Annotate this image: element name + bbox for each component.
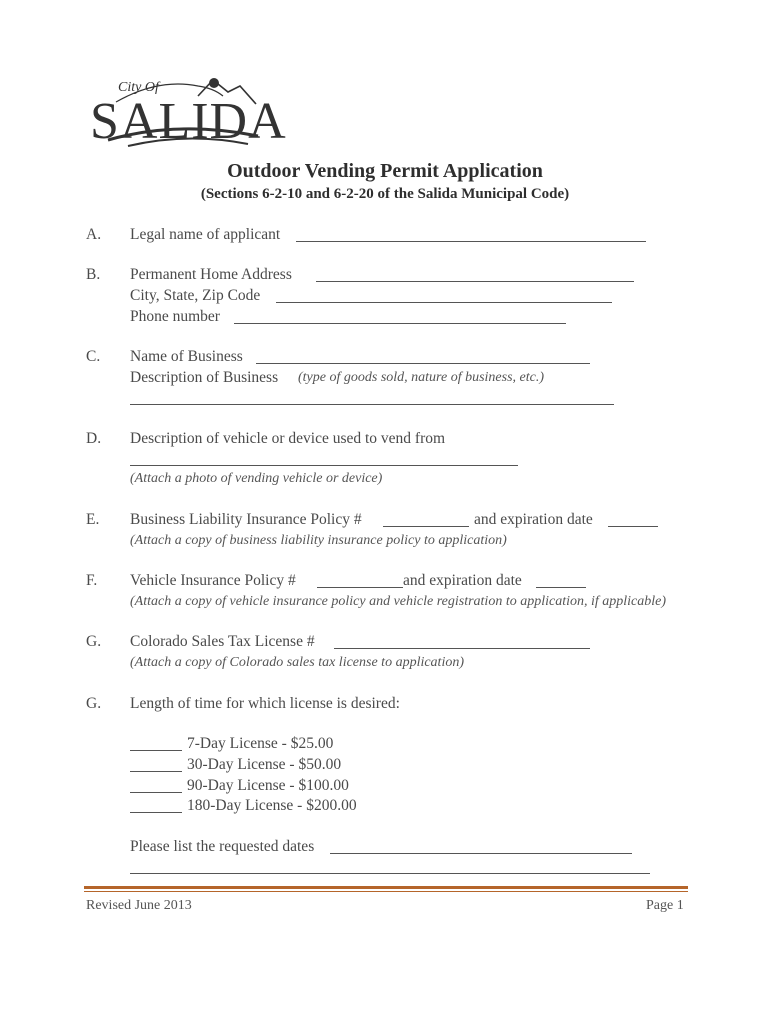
sales-tax-field[interactable]: [334, 648, 590, 649]
section-g2-letter: G.: [86, 695, 102, 712]
license-length-label: Length of time for which license is desired:: [130, 695, 400, 712]
footer-rule-thick: [84, 886, 688, 889]
license-option: 180-Day License - $200.00: [187, 797, 357, 814]
section-e-letter: E.: [86, 511, 100, 528]
logo-city-of: City Of: [118, 80, 159, 95]
business-insurance-field[interactable]: [383, 526, 469, 527]
section-d-letter: D.: [86, 430, 102, 447]
page-number: Page 1: [646, 898, 684, 913]
section-g1-letter: G.: [86, 633, 102, 650]
license-option: 90-Day License - $100.00: [187, 777, 349, 794]
phone-label: Phone number: [130, 308, 220, 325]
sales-tax-label: Colorado Sales Tax License #: [130, 633, 315, 650]
section-f-letter: F.: [86, 572, 98, 589]
license-option-checkline[interactable]: [130, 771, 182, 772]
license-option-checkline[interactable]: [130, 812, 182, 813]
business-name-label: Name of Business: [130, 348, 243, 365]
city-logo: [88, 74, 287, 158]
requested-dates-field-2[interactable]: [130, 873, 650, 874]
page-subtitle: (Sections 6-2-10 and 6-2-20 of the Salida Municipal Code): [200, 186, 570, 202]
business-expiration-label: and expiration date: [474, 511, 593, 528]
business-insurance-label: Business Liability Insurance Policy #: [130, 511, 362, 528]
vehicle-photo-note: (Attach a photo of vending vehicle or device): [130, 471, 383, 486]
business-description-note: (type of goods sold, nature of business, etc.): [298, 370, 545, 385]
revised-date: Revised June 2013: [86, 898, 192, 913]
city-state-zip-label: City, State, Zip Code: [130, 287, 261, 304]
requested-dates-field[interactable]: [330, 853, 632, 854]
requested-dates-label: Please list the requested dates: [130, 838, 315, 855]
legal-name-field[interactable]: [296, 241, 646, 242]
home-address-label: Permanent Home Address: [130, 266, 292, 283]
business-name-field[interactable]: [256, 363, 590, 364]
vehicle-description-label: Description of vehicle or device used to vend from: [130, 430, 446, 447]
section-a-letter: A.: [86, 226, 102, 243]
sales-tax-note: (Attach a copy of Colorado sales tax license to application): [130, 655, 464, 670]
business-description-label: Description of Business: [130, 369, 279, 386]
license-option: 7-Day License - $25.00: [187, 735, 334, 752]
footer-rule-thin: [84, 891, 688, 892]
phone-field[interactable]: [234, 323, 566, 324]
vehicle-insurance-label: Vehicle Insurance Policy #: [130, 572, 296, 589]
home-address-field[interactable]: [316, 281, 634, 282]
vehicle-description-field[interactable]: [130, 465, 518, 466]
business-expiration-field[interactable]: [608, 526, 658, 527]
vehicle-insurance-note: (Attach a copy of vehicle insurance policy and vehicle registration to application, if applicable): [130, 594, 667, 609]
license-option: 30-Day License - $50.00: [187, 756, 342, 773]
vehicle-expiration-field[interactable]: [536, 587, 586, 588]
license-option-checkline[interactable]: [130, 750, 182, 751]
city-state-zip-field[interactable]: [276, 302, 612, 303]
vehicle-insurance-field[interactable]: [317, 587, 403, 588]
section-b-letter: B.: [86, 266, 101, 283]
business-description-field[interactable]: [130, 404, 614, 405]
page-title: Outdoor Vending Permit Application: [227, 160, 543, 182]
business-insurance-note: (Attach a copy of business liability insurance policy to application): [130, 533, 507, 548]
license-option-checkline[interactable]: [130, 792, 182, 793]
legal-name-label: Legal name of applicant: [130, 226, 281, 243]
vehicle-expiration-label: and expiration date: [403, 572, 522, 589]
logo-name: SALIDA: [90, 93, 287, 150]
section-c-letter: C.: [86, 348, 101, 365]
